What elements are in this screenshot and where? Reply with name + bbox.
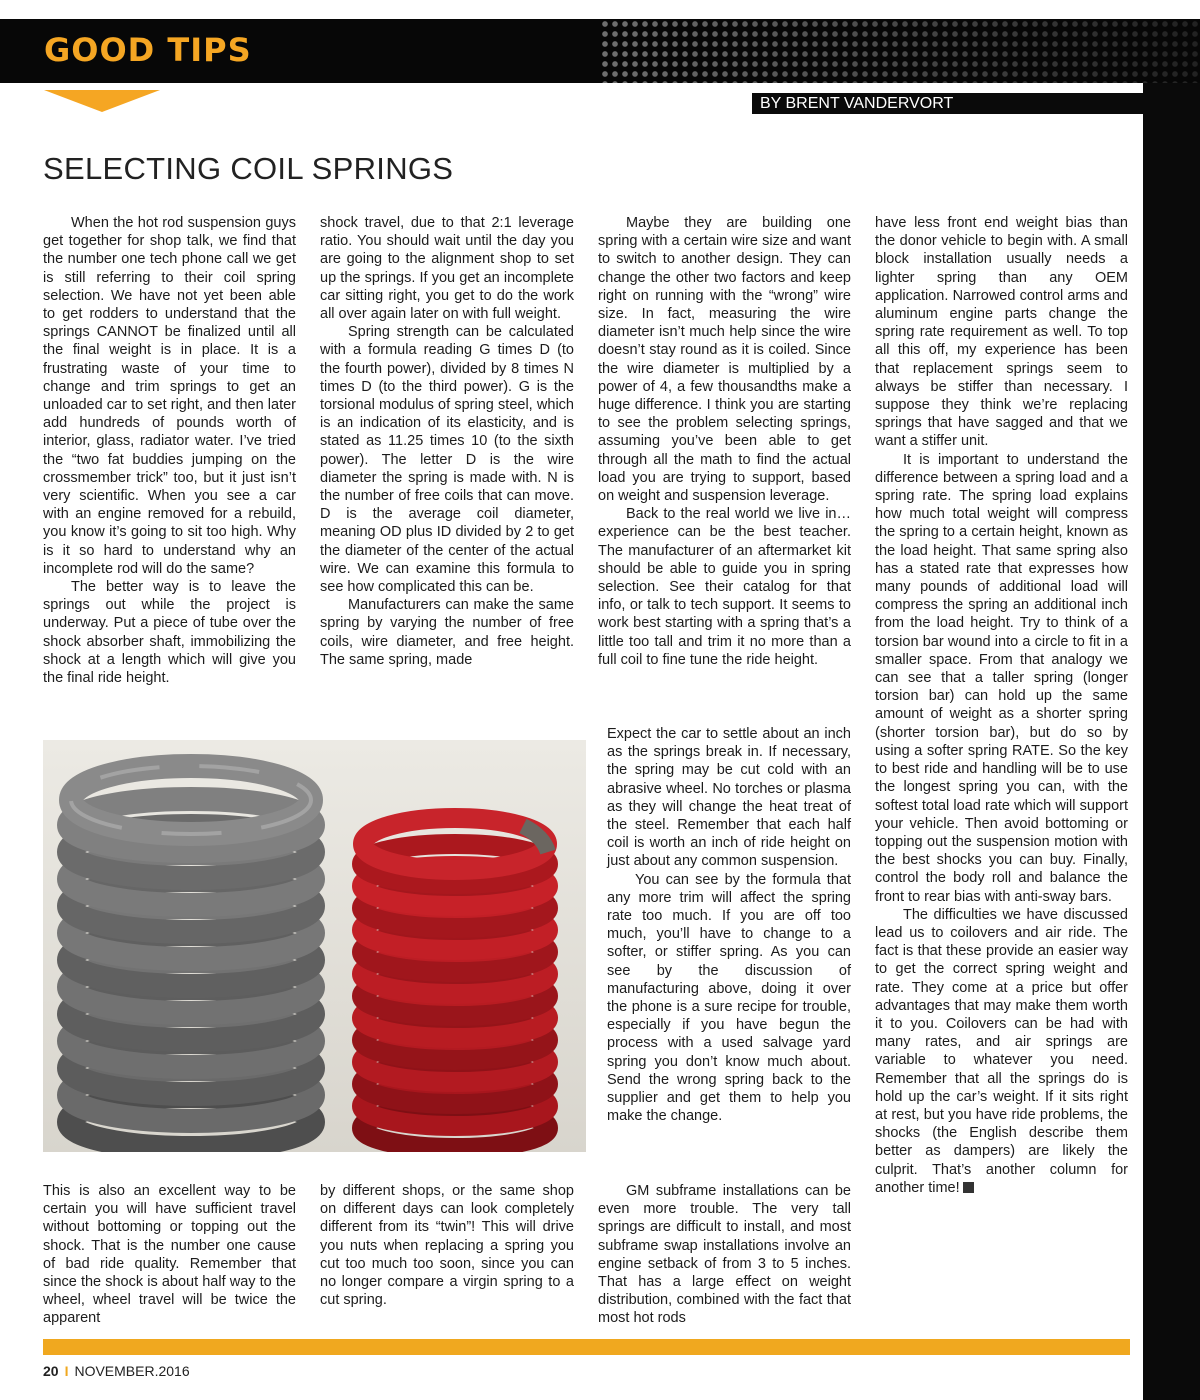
page-folio — [43, 1362, 190, 1380]
paragraph: When the hot rod suspension guys get together for shop talk, we find that the number one tech phone call we get is still referring to their coil spring selection. We have not yet been able to get rodders to understand that the springs CANNOT be finalized until all the final weight is in place. It is a frustrating waste of your time to change and trim springs to get an unloaded car to set right, and then later add hundreds of pounds worth of interior, glass, radiator water. I’ve tried the “two fat buddies jumping on the crossmember trick” too, but it just isn’t very scientific. When you see a car with an engine removed for a rebuild, you know it’s going to sit too high. Why is it so hard to understand why an incomplete rod will do the same? — [43, 215, 296, 577]
header-halftone-pattern — [600, 19, 1200, 83]
article-title: SELECTING COIL SPRINGS — [43, 151, 454, 186]
coil-springs-illustration — [43, 740, 586, 1152]
section-title: GOOD TIPS — [44, 31, 252, 69]
paragraph: Expect the car to settle about an inch as the springs break in. If necessary, the spring may be cut cold with an abrasive wheel. No torches or plasma as they will change the heat treat of the steel. Remember that each half coil is worth an inch of ride height on just about any common suspension. — [607, 726, 851, 870]
paragraph: Manufacturers can make the same spring by varying the number of free coils, wire diameter, and free height. The same spring, made — [320, 597, 574, 668]
column-3-bottom — [598, 1182, 851, 1328]
paragraph: Spring strength can be calculated with a formula reading G times D (to the fourth power), divided by 8 times N times D (to the third power). G is the torsional modulus of spring steel, which is an indication of its elasticity, and is stated as 11.25 times 10 (to the sixth power). The letter D is the wire diameter the spring is made with. N is the number of free coils that can move. D is the average coil diameter, meaning OD plus ID divided by 2 to get the diameter of the center of the actual wire. We can examine this formula to see how complicated this can be. — [320, 324, 574, 596]
chevron-down-icon — [44, 90, 160, 112]
gray-spring — [69, 766, 313, 1148]
paragraph — [875, 906, 1128, 1197]
end-mark-icon: GG — [963, 1182, 974, 1193]
column-1-bottom — [43, 1182, 296, 1328]
page-number: 20 — [43, 1363, 59, 1379]
column-2-bottom — [320, 1182, 574, 1309]
column-4 — [875, 214, 1128, 1197]
paragraph: It is important to understand the difference between a spring load and a spring rate. The spring load explains how much total weight will compress the spring to a certain height, known as the load height. That same spring also has a stated rate that expresses how many pounds of additional load will compress the spring an additional inch from the load height. Try to think of a torsion bar wound into a circle to fit in a smaller space. From that analogy we can see that a taller spring (longer torsion bar) can hold up the same amount of weight as a shorter spring (shorter torsion bar), but do so by using a softer spring RATE. So the key to best ride and handling will be to use the longest spring you can, with the softest total load rate which will support your vehicle. Then avoid bottoming or topping out the suspension motion with the best shocks you can buy. Finally, control the body roll and balance the front to rear bias with anti-sway bars. — [875, 451, 1128, 905]
paragraph: shock travel, due to that 2:1 leverage ratio. You should wait until the day you are going to the alignment shop to set up the springs. If you get an incomplete car sitting right, you get to do the work all over again later on with full weight. — [320, 215, 574, 323]
coil-springs-photo — [43, 740, 586, 1152]
paragraph: have less front end weight bias than the donor vehicle to begin with. A small block installation usually needs a lighter spring than any OEM application. Narrowed control arms and aluminum engine parts change the spring rate requirement as well. To top all this off, my experience has been that replacement springs seem to always be stiffer than necessary. I suppose they think we’re replacing springs that have sagged and that we want a stiffer unit. — [875, 215, 1128, 450]
column-2-top — [320, 214, 574, 669]
paragraph-text: The difficulties we have discussed lead us to coilovers and air ride. The fact is that these provide an easier way to get the correct spring weight and rate. They come at a price but offer advantages that may make them worth it to you. Coilovers can be had with many rates, and air springs are variable to whatever you need. Remember that all the springs do is hold up the car’s weight. If it sits right at rest, but you have ride problems, the shocks (the English describe them better as dampers) are likely the culprit. That’s another column for another time! — [875, 906, 1128, 1196]
paragraph: You can see by the formula that any more trim will affect the spring rate too much. If you are off too much, you’ll have to change to a softer, or stiffer spring. As you can see by the discussion of manufacturing above, doing it over the phone is a sure recipe for trouble, especially if you have begun the process with a used salvage yard spring you don’t know much about. Send the wrong spring back to the supplier and get them to help you make the change. — [607, 871, 851, 1125]
paragraph: This is also an excellent way to be certain you will have sufficient travel without bottoming or topping out the shock. That is the number one cause of bad ride quality. Remember that since the shock is about half way to the wheel, wheel travel will be twice the apparent — [43, 1183, 296, 1327]
paragraph: Back to the real world we live in…experience can be the best teacher. The manufacturer of an aftermarket kit should be able to guide you in spring selection. See their catalog for that info, or talk to tech support. It seems to work best starting with a spring that’s a little too tall and trim it no more than a full coil to fine tune the ride height. — [598, 506, 851, 668]
paragraph: GM subframe installations can be even more trouble. The very tall springs are difficult to install, and most subframe swap installations involve an engine setback of from 3 to 5 inches. That has a large effect on weight distribution, combined with the fact that most hot rods — [598, 1183, 851, 1327]
page-edge-bar — [1143, 83, 1200, 1400]
folio-separator: I — [64, 1363, 69, 1379]
column-1-top — [43, 214, 296, 687]
issue-date: NOVEMBER.2016 — [74, 1363, 190, 1379]
paragraph: by different shops, or the same shop on different days can look completely different from its “twin”! This will drive you nuts when replacing a spring you cut too much too soon, since you can no longer compare a virgin spring to a cut spring. — [320, 1183, 574, 1309]
red-spring — [362, 818, 548, 1148]
column-3-middle — [607, 725, 851, 1125]
paragraph: The better way is to leave the springs out while the project is underway. Put a piece of tube over the shock absorber shaft, immobilizing the shock at a length which will give you the final ride height. — [43, 579, 296, 687]
byline: BY BRENT VANDERVORT — [752, 93, 1143, 114]
column-3-top — [598, 214, 851, 669]
footer-bar — [43, 1339, 1130, 1355]
paragraph: Maybe they are building one spring with a certain wire size and want to switch to another design. They can change the other two factors and keep right on running with the “wrong” wire size. In fact, measuring the wire diameter isn’t much help since the wire doesn’t stay round as it is coiled. Since the wire diameter is multiplied by a power of 4, a few thousandths make a huge difference. I think you are starting to see the problem selecting springs, assuming you’ve been able to get through all the math to find the actual load you are trying to support, based on weight and suspension leverage. — [598, 215, 851, 505]
